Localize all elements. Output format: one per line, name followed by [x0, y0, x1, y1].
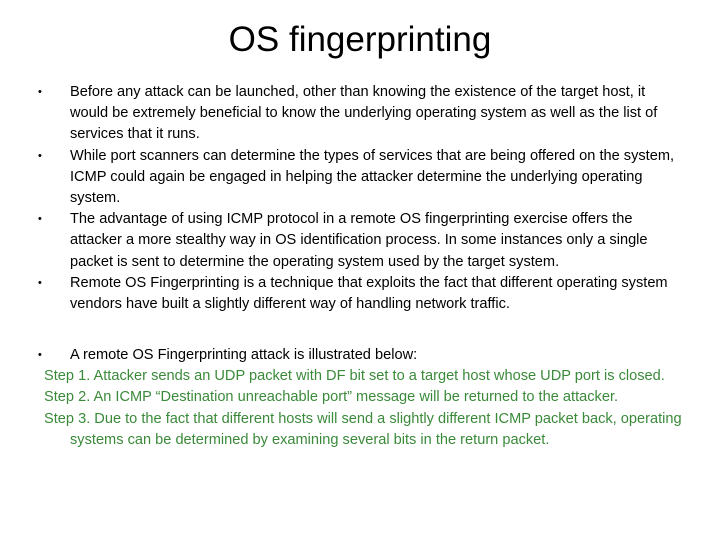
attack-illustration-block — [38, 345, 684, 451]
bullet-icon: • — [38, 276, 42, 289]
bullet-item — [38, 209, 684, 273]
bullet-icon: • — [38, 213, 42, 226]
steps-list — [44, 366, 684, 451]
bullet-item — [38, 273, 684, 315]
bullet-icon: • — [38, 149, 42, 162]
bullet-icon: • — [38, 86, 42, 98]
bullet-text: While port scanners can determine the types of services that are being offered on the system, ICMP could again be engaged in helping the attacker determine the underlying operating system. — [70, 147, 675, 207]
attack-intro-text: A remote OS Fingerprinting attack is illustrated below: — [70, 347, 418, 363]
step-1: Step 1. Attacker sends an UDP packet with DF bit set to a target host whose UDP port is closed. — [44, 368, 665, 385]
bullet-icon: • — [38, 349, 42, 361]
bullet-text: Remote OS Fingerprinting is a technique that exploits the fact that different operating system vendors have built a slightly different way of handling network traffic. — [70, 274, 668, 313]
slide-title: OS fingerprinting — [228, 20, 492, 59]
bullet-text: Before any attack can be launched, other than knowing the existence of the target host, it would be extremely beneficial to know the underlying operating system as well as the list of services that it runs. — [70, 84, 658, 143]
step-3: Step 3. Due to the fact that different hosts will send a slightly different ICMP packet back, operating systems can be determined by examining several bits in the return packet. — [44, 410, 682, 448]
bullet-item — [38, 146, 684, 210]
step-2: Step 2. An ICMP “Destination unreachable port” message will be returned to the attacker. — [44, 389, 619, 406]
bullet-item — [38, 82, 684, 146]
attack-intro — [38, 345, 684, 366]
bullet-text: The advantage of using ICMP protocol in a remote OS fingerprinting exercise offers the attacker a more stealthy way in OS identification process. In some instances only a single packet is sent to determine the operating system used by the target system. — [70, 211, 648, 270]
bullet-list — [38, 82, 684, 315]
